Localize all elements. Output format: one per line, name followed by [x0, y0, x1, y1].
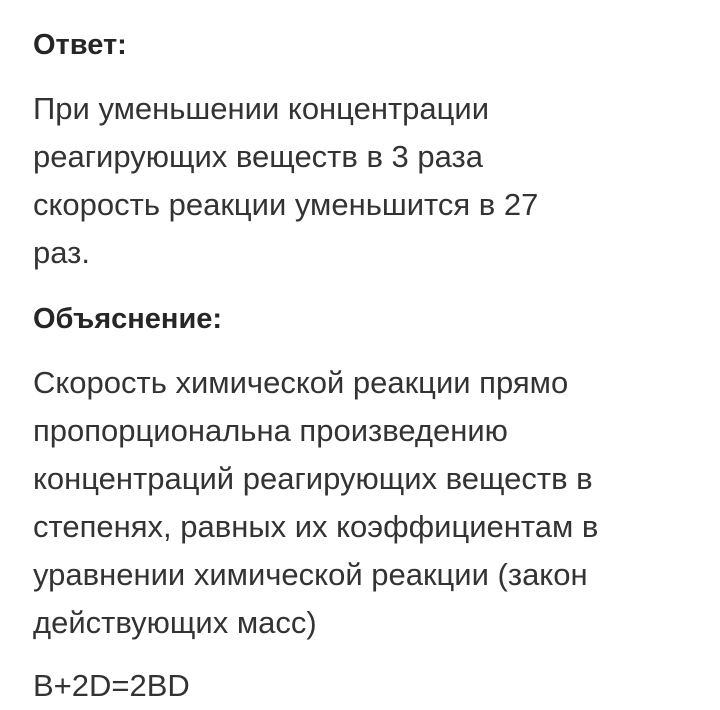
answer-line: реагирующих веществ в 3 раза [33, 139, 483, 174]
explanation-line: действующих масс) [33, 605, 317, 640]
answer-line: скорость реакции уменьшится в 27 [33, 187, 539, 222]
explanation-line: концентраций реагирующих веществ в [33, 461, 593, 496]
answer-heading: Ответ: [33, 29, 127, 61]
reaction-equation: B+2D=2BD [33, 668, 190, 703]
explanation-line: уравнении химической реакции (закон [33, 557, 588, 592]
explanation-text [33, 359, 598, 647]
answer-line: раз. [33, 235, 90, 270]
explanation-line: степенях, равных их коэффициентам в [33, 509, 599, 544]
answer-text [33, 85, 538, 277]
explanation-heading: Объяснение: [33, 303, 223, 335]
answer-line: При уменьшении концентрации [33, 91, 490, 126]
explanation-line: пропорциональна произведению [33, 413, 508, 448]
explanation-line: Скорость химической реакции прямо [33, 365, 569, 400]
